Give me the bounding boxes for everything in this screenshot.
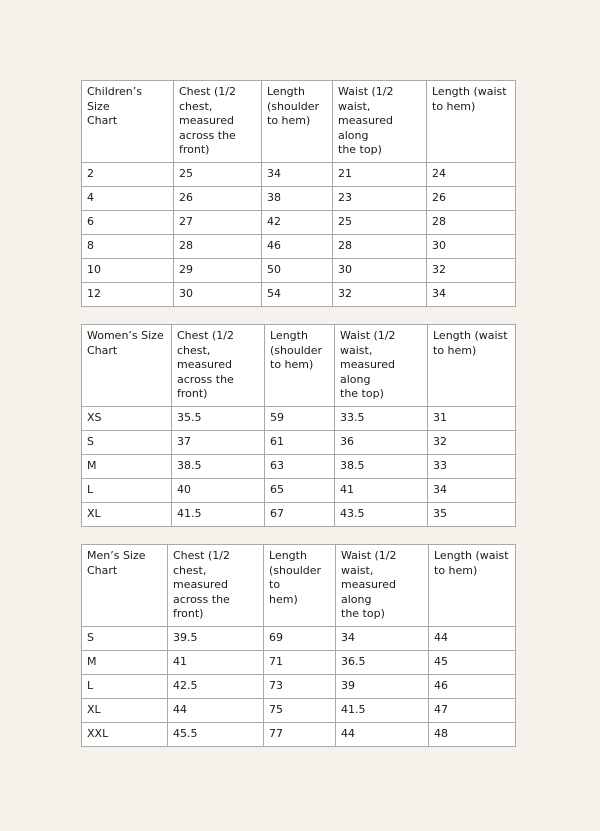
cell-length-waist: 31 [428, 407, 516, 431]
cell-chest: 42.5 [168, 674, 264, 698]
cell-chest: 41.5 [172, 503, 265, 527]
header-length-waist: Length (waist to hem) [427, 81, 516, 163]
cell-length-shoulder: 46 [262, 234, 333, 258]
cell-size: XL [82, 503, 172, 527]
header-length-shoulder: Length (shoulder to hem) [262, 81, 333, 163]
cell-length-waist: 24 [427, 162, 516, 186]
cell-length-shoulder: 42 [262, 210, 333, 234]
table-row [82, 503, 516, 527]
header-size-chart: Children’s Size Chart [82, 81, 174, 163]
cell-length-waist: 34 [427, 282, 516, 306]
cell-size: L [82, 674, 168, 698]
table-row [82, 258, 516, 282]
cell-size: 12 [82, 282, 174, 306]
cell-length-waist: 47 [429, 698, 516, 722]
cell-length-waist: 32 [427, 258, 516, 282]
cell-length-shoulder: 69 [264, 626, 336, 650]
cell-size: XXL [82, 722, 168, 746]
table-row [82, 674, 516, 698]
cell-waist: 25 [333, 210, 427, 234]
cell-waist: 32 [333, 282, 427, 306]
header-chest: Chest (1/2 chest, measured across the front) [172, 325, 265, 407]
cell-length-waist: 30 [427, 234, 516, 258]
cell-waist: 34 [336, 626, 429, 650]
cell-waist: 38.5 [335, 455, 428, 479]
cell-chest: 45.5 [168, 722, 264, 746]
cell-length-waist: 33 [428, 455, 516, 479]
cell-size: XL [82, 698, 168, 722]
cell-size: L [82, 479, 172, 503]
header-length-shoulder: Length (shoulder to hem) [265, 325, 335, 407]
cell-length-waist: 35 [428, 503, 516, 527]
cell-length-shoulder: 61 [265, 431, 335, 455]
cell-length-waist: 44 [429, 626, 516, 650]
cell-waist: 30 [333, 258, 427, 282]
cell-chest: 29 [174, 258, 262, 282]
cell-waist: 28 [333, 234, 427, 258]
cell-size: 10 [82, 258, 174, 282]
cell-waist: 21 [333, 162, 427, 186]
womens-size-chart-table [81, 324, 516, 527]
cell-waist: 39 [336, 674, 429, 698]
cell-length-shoulder: 71 [264, 650, 336, 674]
table-row [82, 234, 516, 258]
table-header-row [82, 81, 516, 163]
header-waist: Waist (1/2 waist, measured along the top) [336, 545, 429, 627]
header-size-chart: Women’s Size Chart [82, 325, 172, 407]
table-row [82, 455, 516, 479]
table-row [82, 186, 516, 210]
table-header-row [82, 545, 516, 627]
cell-size: 6 [82, 210, 174, 234]
table-row [82, 162, 516, 186]
cell-size: M [82, 650, 168, 674]
cell-length-waist: 28 [427, 210, 516, 234]
cell-length-shoulder: 63 [265, 455, 335, 479]
cell-waist: 41 [335, 479, 428, 503]
cell-waist: 41.5 [336, 698, 429, 722]
cell-length-shoulder: 73 [264, 674, 336, 698]
cell-chest: 38.5 [172, 455, 265, 479]
cell-length-shoulder: 54 [262, 282, 333, 306]
cell-length-waist: 48 [429, 722, 516, 746]
cell-length-shoulder: 50 [262, 258, 333, 282]
table-row [82, 722, 516, 746]
cell-length-shoulder: 75 [264, 698, 336, 722]
cell-length-shoulder: 34 [262, 162, 333, 186]
header-waist: Waist (1/2 waist, measured along the top) [335, 325, 428, 407]
cell-waist: 33.5 [335, 407, 428, 431]
cell-chest: 28 [174, 234, 262, 258]
cell-size: XS [82, 407, 172, 431]
cell-chest: 27 [174, 210, 262, 234]
cell-chest: 26 [174, 186, 262, 210]
header-length-waist: Length (waist to hem) [428, 325, 516, 407]
cell-size: S [82, 431, 172, 455]
table-row [82, 626, 516, 650]
table-row [82, 210, 516, 234]
table-row [82, 479, 516, 503]
cell-waist: 23 [333, 186, 427, 210]
table-header-row [82, 325, 516, 407]
cell-length-waist: 45 [429, 650, 516, 674]
cell-size: 8 [82, 234, 174, 258]
cell-chest: 41 [168, 650, 264, 674]
table-row [82, 407, 516, 431]
cell-chest: 37 [172, 431, 265, 455]
cell-length-waist: 32 [428, 431, 516, 455]
cell-length-waist: 26 [427, 186, 516, 210]
cell-size: S [82, 626, 168, 650]
childrens-size-chart-table [81, 80, 516, 307]
cell-waist: 36 [335, 431, 428, 455]
cell-waist: 43.5 [335, 503, 428, 527]
cell-size: M [82, 455, 172, 479]
cell-waist: 44 [336, 722, 429, 746]
header-waist: Waist (1/2 waist, measured along the top) [333, 81, 427, 163]
table-row [82, 650, 516, 674]
cell-chest: 35.5 [172, 407, 265, 431]
cell-length-shoulder: 38 [262, 186, 333, 210]
cell-length-shoulder: 59 [265, 407, 335, 431]
cell-chest: 25 [174, 162, 262, 186]
mens-size-chart-table [81, 544, 516, 747]
cell-length-shoulder: 77 [264, 722, 336, 746]
header-length-waist: Length (waist to hem) [429, 545, 516, 627]
header-length-shoulder: Length (shoulder to hem) [264, 545, 336, 627]
cell-waist: 36.5 [336, 650, 429, 674]
cell-chest: 39.5 [168, 626, 264, 650]
cell-length-shoulder: 65 [265, 479, 335, 503]
header-chest: Chest (1/2 chest, measured across the front) [174, 81, 262, 163]
table-row [82, 431, 516, 455]
table-row [82, 698, 516, 722]
cell-size: 4 [82, 186, 174, 210]
header-size-chart: Men’s Size Chart [82, 545, 168, 627]
cell-chest: 30 [174, 282, 262, 306]
cell-length-shoulder: 67 [265, 503, 335, 527]
table-row [82, 282, 516, 306]
cell-chest: 44 [168, 698, 264, 722]
cell-length-waist: 34 [428, 479, 516, 503]
cell-length-waist: 46 [429, 674, 516, 698]
cell-chest: 40 [172, 479, 265, 503]
cell-size: 2 [82, 162, 174, 186]
header-chest: Chest (1/2 chest, measured across the front) [168, 545, 264, 627]
